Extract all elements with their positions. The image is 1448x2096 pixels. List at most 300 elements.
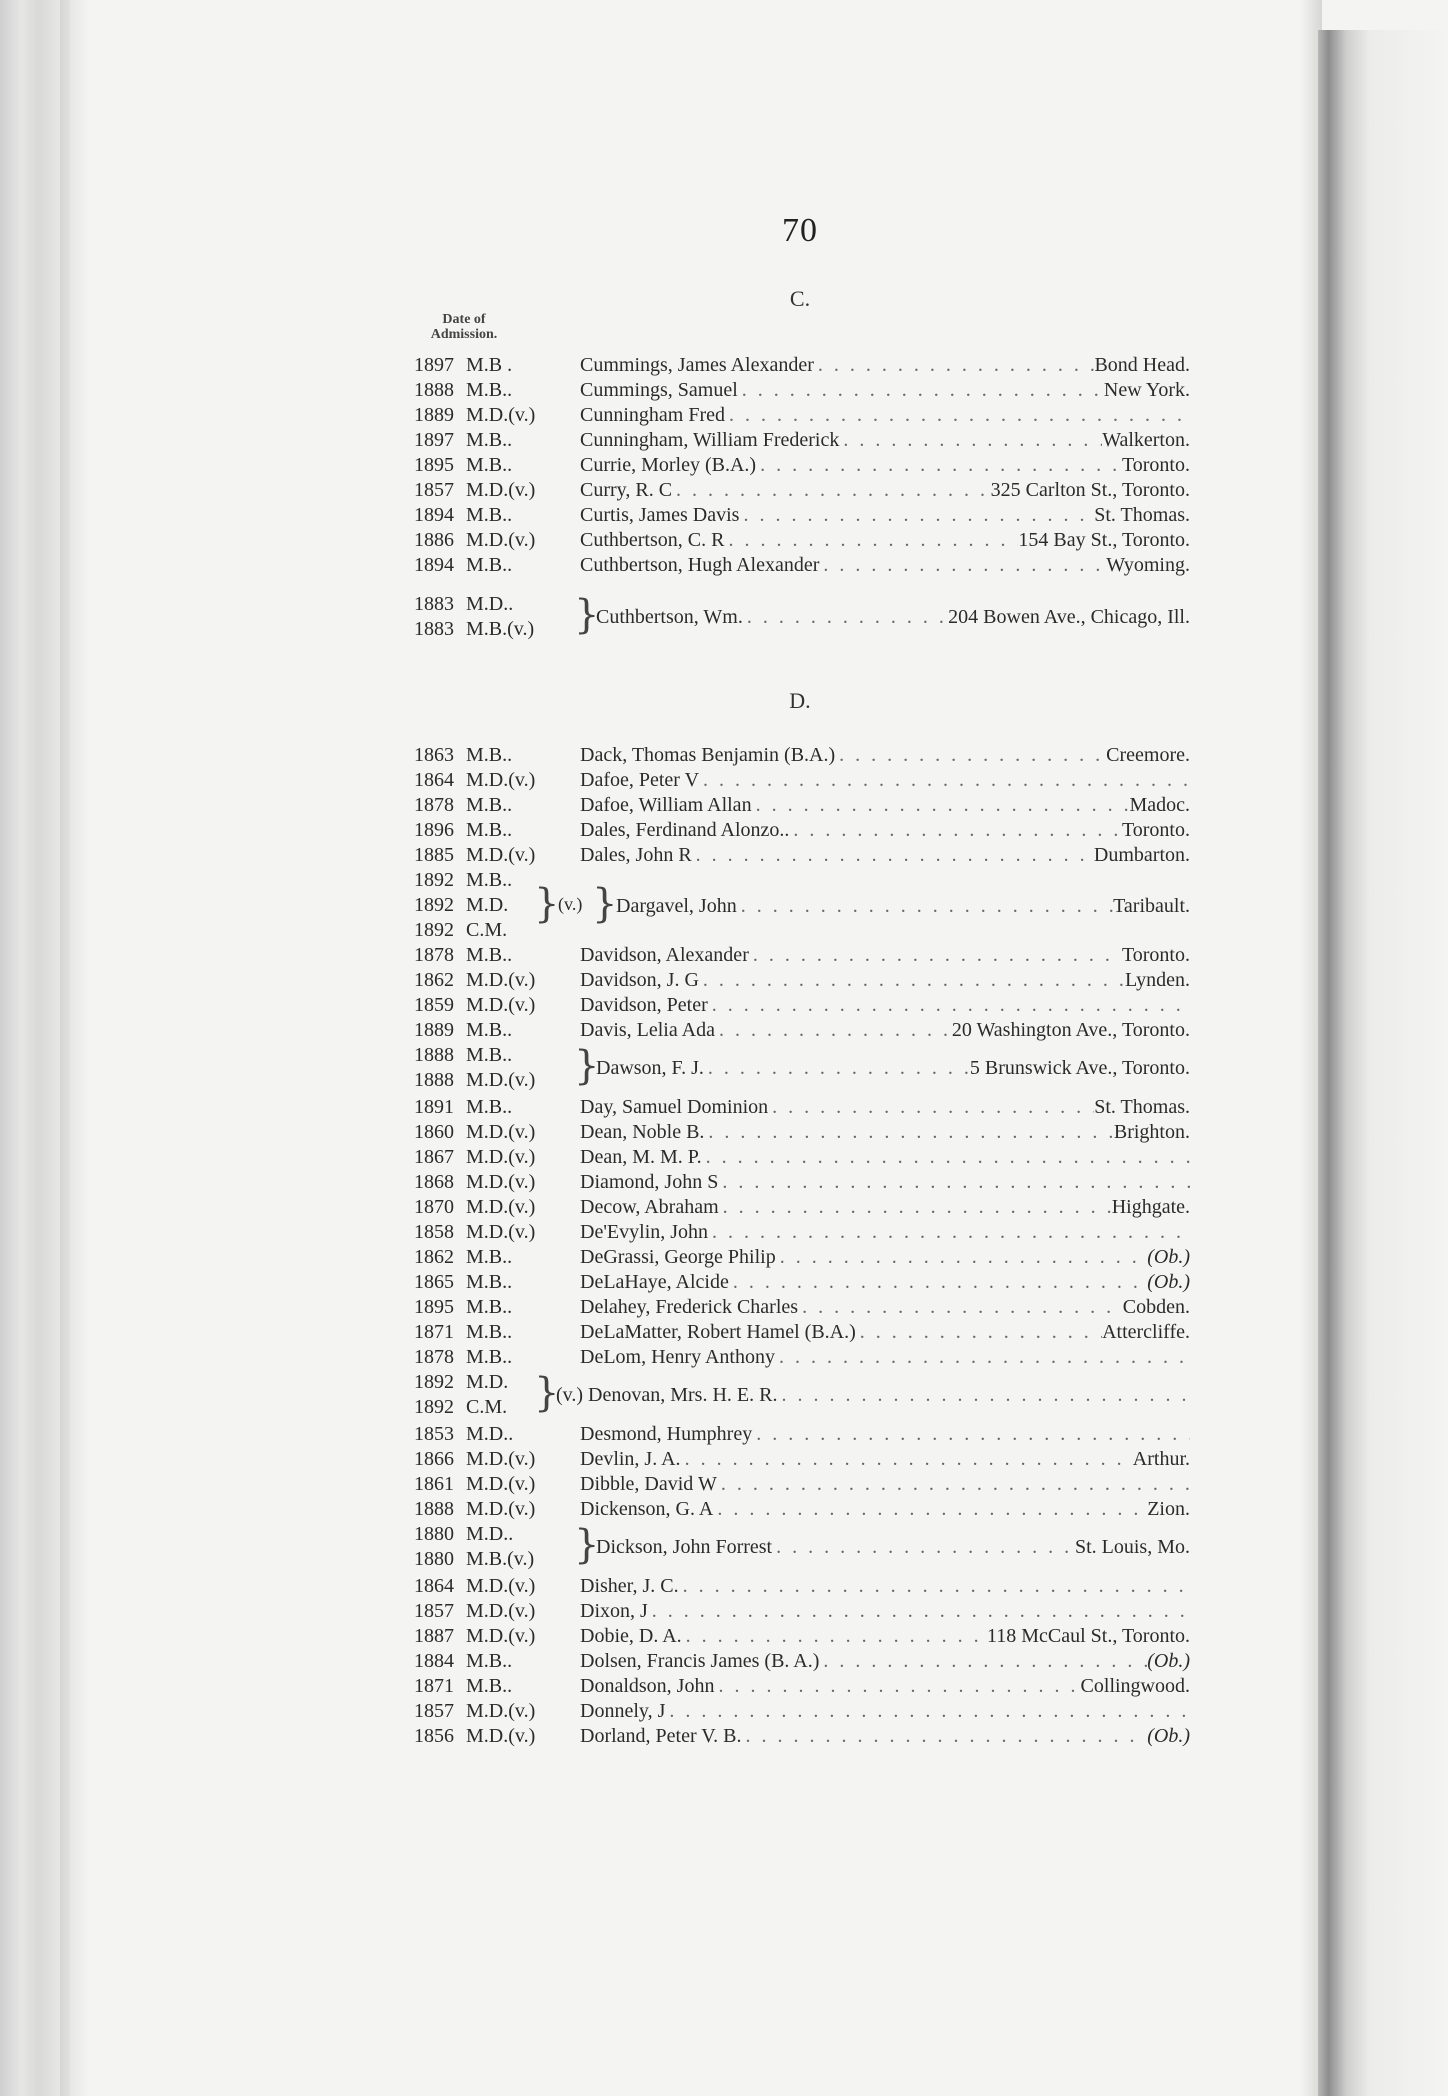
entry	[596, 1535, 1190, 1560]
degree: M.B..	[466, 1321, 513, 1343]
person-name: Cunningham, William Frederick	[580, 429, 840, 451]
leader-dots	[749, 943, 1122, 968]
grouped-entry	[414, 592, 1190, 642]
list-item	[414, 1018, 1190, 1043]
person-name: DeLom, Henry Anthony	[580, 1346, 775, 1368]
entry	[580, 453, 1190, 478]
entry	[580, 1270, 1190, 1295]
leader-dots	[819, 553, 1106, 578]
degree: M.B..	[466, 744, 513, 766]
page-number: 70	[782, 212, 818, 249]
admission-year: 1880	[414, 1523, 454, 1545]
degree: M.B..	[466, 1271, 513, 1293]
admission-year: 1888	[414, 1498, 454, 1520]
admission-year: 1891	[414, 1096, 454, 1118]
leader-dots	[814, 353, 1095, 378]
leader-dots	[737, 894, 1113, 919]
brace: }	[574, 1522, 600, 1568]
residence: Attercliffe.	[1102, 1321, 1190, 1343]
leader-dots	[724, 528, 1018, 553]
degree: M.D.(v.)	[466, 1121, 536, 1143]
list-item	[414, 843, 1190, 868]
admission-year: 1863	[414, 744, 454, 766]
degree: M.D.(v.)	[466, 1196, 536, 1218]
entry	[580, 1674, 1190, 1699]
entry	[580, 818, 1190, 843]
residence: (Ob.)	[1147, 1650, 1190, 1672]
residence: Toronto.	[1121, 944, 1190, 966]
person-name: Currie, Morley (B.A.)	[580, 454, 757, 476]
entry	[580, 1120, 1190, 1145]
admission-year: 1867	[414, 1146, 454, 1168]
admission-year: 1857	[414, 1700, 454, 1722]
admission-year: 1888	[414, 1044, 454, 1066]
person-name: Devlin, J. A.	[580, 1448, 681, 1470]
residence: Highgate.	[1111, 1196, 1190, 1218]
list-item	[414, 1649, 1190, 1674]
person-name: Dixon, J	[580, 1600, 648, 1622]
list-item	[414, 1447, 1190, 1472]
list-item	[414, 1245, 1190, 1270]
list-item	[414, 403, 1190, 428]
entry	[616, 894, 1190, 919]
degree: C.M.	[466, 1396, 508, 1418]
degree: M.B..	[466, 504, 513, 526]
entry	[580, 1095, 1190, 1120]
degree: M.D.(v.)	[466, 1625, 536, 1647]
entry	[580, 1422, 1190, 1447]
degree: M.B..	[466, 554, 513, 576]
residence: Dumbarton.	[1093, 844, 1190, 866]
leader-dots	[715, 1018, 952, 1043]
person-name: Decow, Abraham	[580, 1196, 719, 1218]
list-item	[414, 453, 1190, 478]
entry	[580, 1497, 1190, 1522]
list-item	[414, 528, 1190, 553]
residence: Creemore.	[1106, 744, 1190, 766]
leader-dots	[708, 993, 1190, 1018]
section-letter-c: C.	[789, 286, 811, 311]
admission-year: 1895	[414, 1296, 454, 1318]
leader-dots	[717, 1472, 1190, 1497]
degree: M.B..	[466, 379, 513, 401]
residence: Bond Head.	[1094, 354, 1190, 376]
degree: M.B..	[466, 429, 513, 451]
list-item	[414, 1699, 1190, 1724]
degree: M.B.(v.)	[466, 618, 535, 640]
admission-year: 1892	[414, 1371, 454, 1393]
grouped-entry	[414, 1370, 1190, 1420]
admission-year: 1892	[414, 1396, 454, 1418]
person-name: Donaldson, John	[580, 1675, 715, 1697]
list-item	[414, 1095, 1190, 1120]
leader-dots	[713, 1497, 1147, 1522]
person-name: Day, Samuel Dominion	[580, 1096, 769, 1118]
person-name: DeLaMatter, Robert Hamel (B.A.)	[580, 1321, 856, 1343]
entry	[580, 478, 1190, 503]
leader-dots	[699, 768, 1190, 793]
residence: (Ob.)	[1147, 1271, 1190, 1293]
admission-year: 1871	[414, 1675, 454, 1697]
degree: M.D.(v.)	[466, 1725, 536, 1747]
brace: }	[534, 880, 560, 927]
list-item	[414, 818, 1190, 843]
date-header-line2: Admission.	[430, 327, 498, 342]
entry	[580, 1220, 1190, 1245]
leader-dots	[798, 1295, 1123, 1320]
admission-year: 1878	[414, 944, 454, 966]
page-inner-shadow	[60, 0, 90, 2096]
entry	[596, 1056, 1190, 1081]
degree: M.D.(v.)	[466, 844, 536, 866]
degree: M.D.(v.)	[466, 994, 536, 1016]
admission-year: 1889	[414, 404, 454, 426]
residence: (Ob.)	[1147, 1725, 1190, 1747]
person-name: (v.) Denovan, Mrs. H. E. R.	[556, 1384, 778, 1406]
list-item	[414, 1120, 1190, 1145]
list-item	[414, 1295, 1190, 1320]
entry	[580, 793, 1190, 818]
person-name: Delahey, Frederick Charles	[580, 1296, 799, 1318]
list-item	[414, 353, 1190, 378]
entry	[580, 968, 1190, 993]
leader-dots	[718, 1170, 1190, 1195]
leader-dots	[756, 453, 1122, 478]
person-name: Dickenson, G. A	[580, 1498, 714, 1520]
list-item	[414, 793, 1190, 818]
admission-year: 1892	[414, 919, 454, 941]
degree: M.D.	[466, 894, 509, 916]
degree: M.D.(v.)	[466, 1069, 536, 1091]
residence: (Ob.)	[1147, 1246, 1190, 1268]
person-name: Dawson, F. J.	[596, 1057, 704, 1079]
person-name: Dolsen, Francis James (B. A.)	[580, 1650, 820, 1672]
degree: M.B.(v.)	[466, 1548, 535, 1570]
person-name: Cunningham Fred	[580, 404, 725, 426]
degree: M.B..	[466, 1044, 513, 1066]
leader-dots	[752, 1422, 1190, 1447]
entry	[580, 1472, 1190, 1497]
brace: }	[534, 1370, 560, 1416]
leader-dots	[835, 743, 1106, 768]
leader-dots	[702, 1145, 1190, 1170]
person-name: Dorland, Peter V. B.	[580, 1725, 742, 1747]
entry	[580, 1699, 1190, 1724]
list-item	[414, 768, 1190, 793]
leader-dots	[692, 843, 1094, 868]
section-letter-d: D.	[789, 688, 811, 713]
leader-dots	[704, 1120, 1113, 1145]
brace: }	[574, 592, 600, 638]
person-name: Dean, Noble B.	[580, 1121, 705, 1143]
leader-dots	[777, 1383, 1190, 1408]
person-name: DeLaHaye, Alcide	[580, 1271, 729, 1293]
entry	[580, 743, 1190, 768]
list-item	[414, 478, 1190, 503]
degree: M.D.(v.)	[466, 1171, 536, 1193]
person-name: Curtis, James Davis	[580, 504, 740, 526]
leader-dots	[839, 428, 1102, 453]
degree: M.B..	[466, 869, 513, 891]
residence: 5 Brunswick Ave., Toronto.	[969, 1057, 1190, 1079]
leader-dots	[729, 1270, 1147, 1295]
list-item	[414, 743, 1190, 768]
list-item	[414, 1145, 1190, 1170]
visitor-mark: (v.)	[558, 893, 583, 914]
list-item	[414, 1220, 1190, 1245]
residence: 118 McCaul St., Toronto.	[986, 1625, 1190, 1647]
person-name: Cuthbertson, Wm.	[596, 606, 743, 628]
person-name: Donnely, J	[580, 1700, 666, 1722]
degree: M.B..	[466, 944, 513, 966]
admission-year: 1892	[414, 869, 454, 891]
leader-dots	[775, 1345, 1190, 1370]
residence: St. Thomas.	[1094, 504, 1190, 526]
residence: Cobden.	[1122, 1296, 1190, 1318]
residence: Walkerton.	[1102, 429, 1190, 451]
leader-dots	[719, 1195, 1112, 1220]
admission-year: 1856	[414, 1725, 454, 1747]
person-name: Dafoe, William Allan	[580, 794, 752, 816]
person-name: Dean, M. M. P.	[580, 1146, 702, 1168]
admission-year: 1857	[414, 1600, 454, 1622]
person-name: Cuthbertson, Hugh Alexander	[580, 554, 820, 576]
leader-dots	[699, 968, 1125, 993]
degree: M.D.(v.)	[466, 769, 536, 791]
degree: M.D.(v.)	[466, 529, 536, 551]
residence: Brighton.	[1113, 1121, 1190, 1143]
admission-year: 1861	[414, 1473, 454, 1495]
list-item	[414, 1320, 1190, 1345]
residence: 325 Carlton St., Toronto.	[990, 479, 1190, 501]
admission-year: 1860	[414, 1121, 454, 1143]
residence: Taribault.	[1113, 894, 1190, 917]
degree: M.D.(v.)	[466, 1146, 536, 1168]
person-name: De'Evylin, John	[580, 1221, 709, 1243]
admission-year: 1862	[414, 969, 454, 991]
entry	[580, 403, 1190, 428]
degree: M.B .	[466, 354, 513, 376]
admission-year: 1864	[414, 769, 454, 791]
list-item	[414, 553, 1190, 578]
leader-dots	[681, 1447, 1133, 1472]
entry	[580, 378, 1190, 403]
admission-year: 1894	[414, 504, 454, 526]
entry	[580, 1170, 1190, 1195]
leader-dots	[743, 605, 948, 630]
leader-dots	[789, 818, 1122, 843]
list-item	[414, 1674, 1190, 1699]
degree: M.D.(v.)	[466, 1221, 536, 1243]
degree: C.M.	[466, 919, 508, 941]
residence: Toronto.	[1121, 454, 1190, 476]
degree: M.B..	[466, 794, 513, 816]
leader-dots	[739, 503, 1094, 528]
person-name: Curry, R. C	[580, 479, 673, 501]
leader-dots	[738, 378, 1104, 403]
degree: M.B..	[466, 1650, 513, 1672]
entry	[580, 1295, 1190, 1320]
entry	[580, 843, 1190, 868]
admission-year: 1858	[414, 1221, 454, 1243]
admission-year: 1884	[414, 1650, 454, 1672]
degree: M.D..	[466, 1423, 514, 1445]
person-name: Davis, Lelia Ada	[580, 1019, 715, 1041]
person-name: Dickson, John Forrest	[596, 1536, 773, 1558]
degree: M.B..	[466, 819, 513, 841]
admission-year: 1857	[414, 479, 454, 501]
grouped-entry	[414, 1522, 1190, 1572]
admission-year: 1892	[414, 894, 454, 916]
leader-dots	[665, 1699, 1190, 1724]
degree: M.B..	[466, 1346, 513, 1368]
leader-dots	[679, 1574, 1190, 1599]
admission-year: 1888	[414, 379, 454, 401]
list-item	[414, 1195, 1190, 1220]
list-item	[414, 1422, 1190, 1447]
person-name: Cummings, James Alexander	[580, 354, 814, 376]
person-name: Davidson, Alexander	[580, 944, 749, 966]
list-item	[414, 1724, 1190, 1749]
list-item	[414, 1345, 1190, 1370]
leader-dots	[672, 478, 991, 503]
person-name: Dibble, David W	[580, 1473, 717, 1495]
residence: Madoc.	[1129, 794, 1190, 816]
admission-year: 1897	[414, 429, 454, 451]
list-item	[414, 1170, 1190, 1195]
admission-year: 1862	[414, 1246, 454, 1268]
leader-dots	[682, 1624, 987, 1649]
person-name: Dargavel, John	[616, 894, 737, 917]
admission-year: 1866	[414, 1448, 454, 1470]
residence: St. Louis, Mo.	[1074, 1536, 1190, 1558]
leader-dots	[714, 1674, 1080, 1699]
list-item	[414, 378, 1190, 403]
degree: M.D.(v.)	[466, 1600, 536, 1622]
degree: M.D.(v.)	[466, 404, 536, 426]
admission-year: 1878	[414, 1346, 454, 1368]
entry	[580, 768, 1190, 793]
admission-year: 1883	[414, 618, 454, 640]
entry	[580, 1145, 1190, 1170]
date-header-line1: Date of	[442, 312, 486, 327]
person-name: Cuthbertson, C. R	[580, 529, 725, 551]
leader-dots	[648, 1599, 1190, 1624]
degree: M.D..	[466, 593, 514, 615]
entry	[580, 528, 1190, 553]
residence: 154 Bay St., Toronto.	[1018, 529, 1190, 551]
degree: M.D.(v.)	[466, 479, 536, 501]
admission-year: 1864	[414, 1575, 454, 1597]
list-item	[414, 943, 1190, 968]
residence: St. Thomas.	[1094, 1096, 1190, 1118]
degree: M.D.(v.)	[466, 1448, 536, 1470]
leader-dots	[772, 1535, 1075, 1560]
admission-year: 1880	[414, 1548, 454, 1570]
admission-year: 1878	[414, 794, 454, 816]
person-name: Diamond, John S	[580, 1171, 719, 1193]
entry	[580, 1724, 1190, 1749]
leader-dots	[741, 1724, 1147, 1749]
degree: M.D.(v.)	[466, 1700, 536, 1722]
residence: Arthur.	[1132, 1448, 1190, 1470]
leader-dots	[768, 1095, 1094, 1120]
entry	[580, 1320, 1190, 1345]
list-item	[414, 1574, 1190, 1599]
grouped-entry	[414, 1043, 1190, 1093]
leader-dots	[725, 403, 1190, 428]
person-name: Dack, Thomas Benjamin (B.A.)	[580, 744, 836, 766]
entry	[580, 1624, 1190, 1649]
admission-year: 1886	[414, 529, 454, 551]
admission-year: 1896	[414, 819, 454, 841]
admission-year: 1859	[414, 994, 454, 1016]
residence: 20 Washington Ave., Toronto.	[951, 1019, 1190, 1041]
leader-dots	[776, 1245, 1148, 1270]
degree: M.B..	[466, 1296, 513, 1318]
date-of-admission-header	[414, 312, 514, 342]
degree: M.D.	[466, 1371, 509, 1393]
list-item	[414, 1599, 1190, 1624]
degree: M.D.(v.)	[466, 1575, 536, 1597]
entry	[580, 1245, 1190, 1270]
leader-dots	[708, 1220, 1190, 1245]
residence: Collingwood.	[1080, 1675, 1190, 1697]
admission-year: 1885	[414, 844, 454, 866]
entry	[580, 428, 1190, 453]
brace: }	[574, 1043, 600, 1089]
person-name: Dales, Ferdinand Alonzo..	[580, 819, 790, 841]
admission-year: 1868	[414, 1171, 454, 1193]
person-name: DeGrassi, George Philip	[580, 1246, 776, 1268]
list-item	[414, 1624, 1190, 1649]
person-name: Desmond, Humphrey	[580, 1423, 753, 1445]
list-item	[414, 428, 1190, 453]
admission-year: 1871	[414, 1321, 454, 1343]
entry	[580, 1599, 1190, 1624]
brace: }	[592, 880, 618, 927]
list-item	[414, 1472, 1190, 1497]
admission-year: 1865	[414, 1271, 454, 1293]
degree: M.B..	[466, 1019, 513, 1041]
residence: New York.	[1103, 379, 1190, 401]
entry	[580, 1345, 1190, 1370]
entry	[580, 993, 1190, 1018]
admission-year: 1853	[414, 1423, 454, 1445]
entry	[580, 1195, 1190, 1220]
person-name: Cummings, Samuel	[580, 379, 738, 401]
person-name: Dafoe, Peter V	[580, 769, 700, 791]
entry	[580, 353, 1190, 378]
entry	[580, 943, 1190, 968]
leader-dots	[752, 793, 1130, 818]
person-name: Davidson, J. G	[580, 969, 699, 991]
leader-dots	[704, 1056, 970, 1081]
person-name: Davidson, Peter	[580, 994, 708, 1016]
degree: M.D.(v.)	[466, 1498, 536, 1520]
list-item	[414, 1497, 1190, 1522]
residence: Wyoming.	[1106, 554, 1190, 576]
person-name: Disher, J. C.	[580, 1575, 679, 1597]
grouped-entry	[414, 868, 1190, 943]
entry	[580, 1574, 1190, 1599]
entry	[580, 1018, 1190, 1043]
residence: Zion.	[1147, 1498, 1190, 1520]
residence: Lynden.	[1125, 969, 1190, 991]
admission-year: 1895	[414, 454, 454, 476]
degree: M.B..	[466, 454, 513, 476]
entry	[580, 553, 1190, 578]
